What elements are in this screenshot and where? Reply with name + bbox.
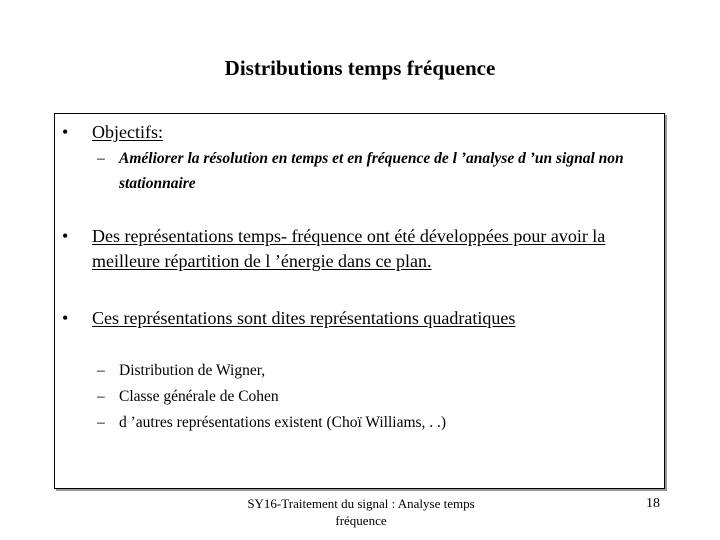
sub-marker: –	[97, 150, 105, 167]
footer-course-title: SY16-Traitement du signal : Analyse temps fréquence	[247, 496, 475, 528]
bullet-marker: •	[62, 226, 69, 246]
sub-text: d ’autres représentations existent (Choï Williams, . .)	[119, 414, 447, 431]
slide-title: Distributions temps fréquence	[224, 56, 496, 80]
sub-marker: –	[97, 414, 105, 431]
bullet-text: Des représentations temps- fréquence ont été développées pour avoir la meilleure répartition de l ’énergie dans ce plan.	[92, 226, 606, 271]
sub-item-others	[97, 410, 637, 435]
bullet-quadratiques	[62, 306, 662, 331]
sub-text: Classe générale de Cohen	[119, 388, 279, 405]
sub-item-cohen	[97, 384, 637, 409]
sub-text: Améliorer la résolution en temps et en fréquence de l ’analyse d ’un signal non stationnaire	[119, 150, 624, 192]
bullet-representations	[62, 224, 662, 274]
bullet-text: Objectifs:	[92, 122, 163, 142]
bullet-marker: •	[62, 308, 69, 328]
bullet-text: Ces représentations sont dites représentations quadratiques	[92, 308, 516, 328]
sub-marker: –	[97, 362, 105, 379]
page-number: 18	[646, 496, 660, 511]
sub-marker: –	[97, 388, 105, 405]
sub-item-wigner	[97, 358, 637, 383]
bullet-marker: •	[62, 122, 69, 142]
sub-text: Distribution de Wigner,	[119, 362, 266, 379]
sub-item-objective	[97, 146, 637, 196]
bullet-objectifs	[62, 120, 662, 145]
